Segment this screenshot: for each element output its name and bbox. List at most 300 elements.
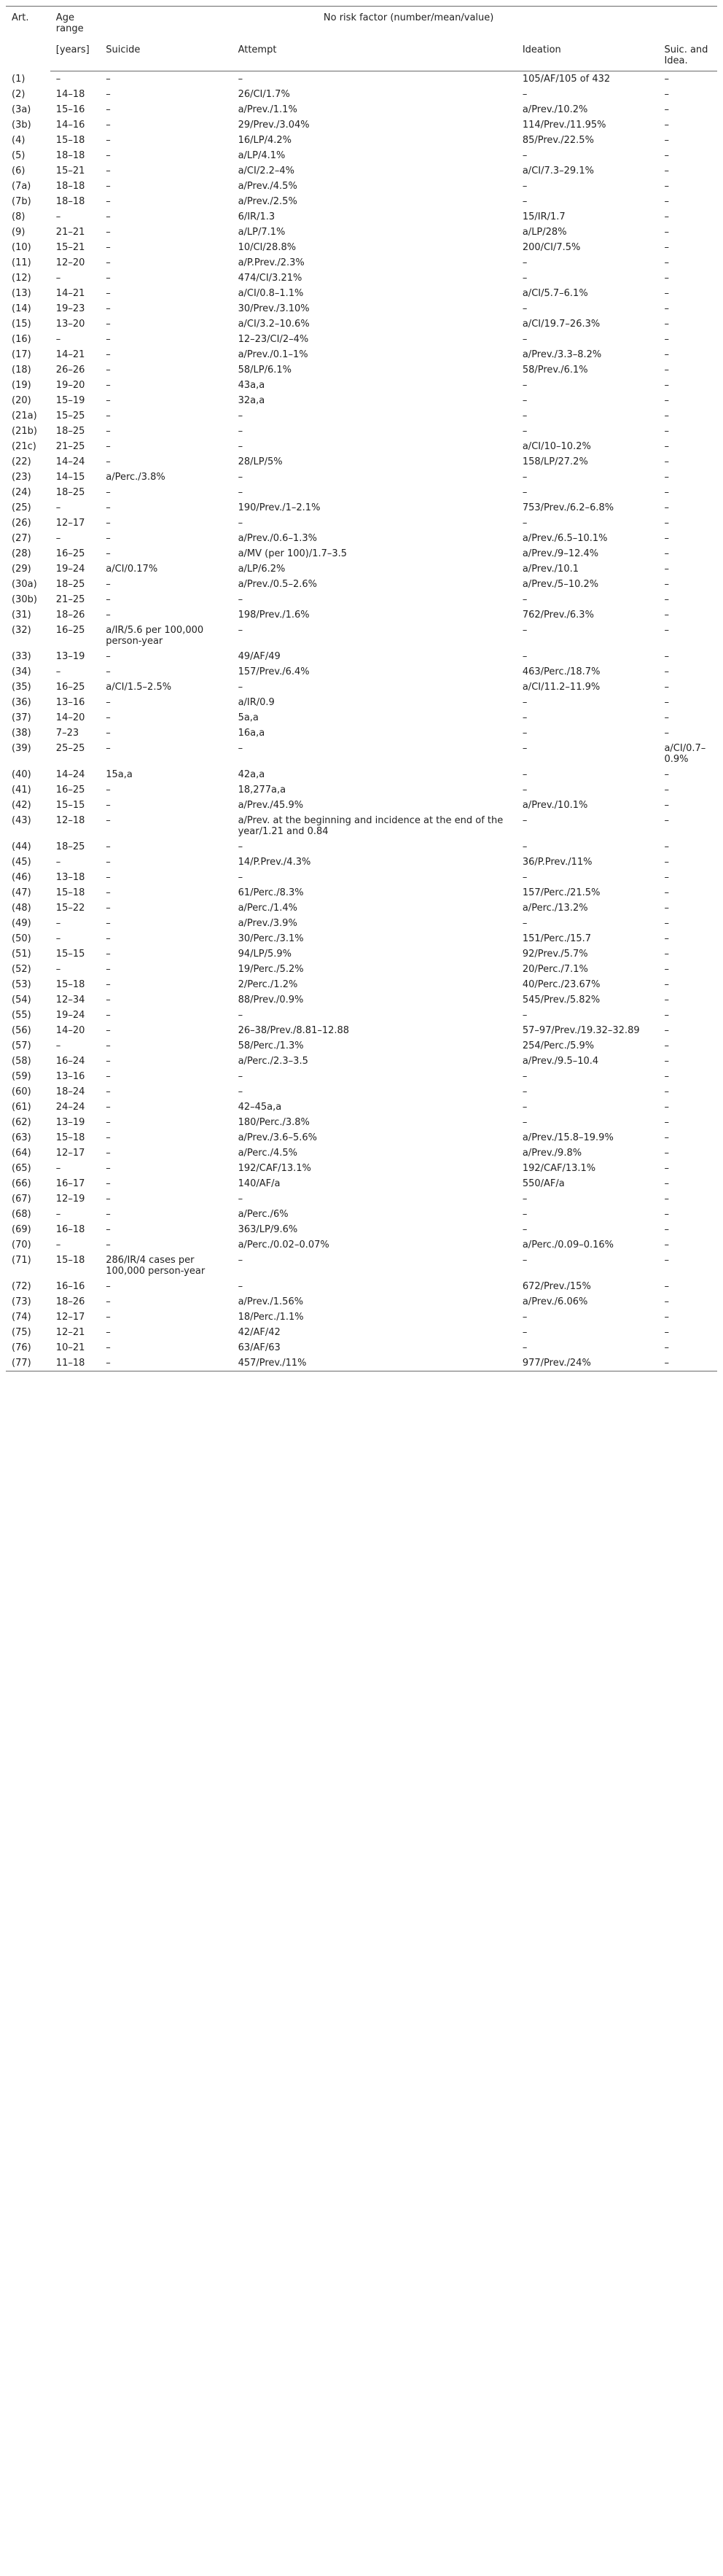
cell-suic-idea: – — [664, 502, 669, 513]
cell-age-range: 16–24 — [55, 1056, 85, 1067]
table-row — [6, 813, 717, 839]
cell-age-range: 18–18 — [55, 181, 85, 192]
cell-ideation: 192/CAF/13.1% — [522, 1163, 596, 1174]
table-row — [6, 194, 717, 209]
table-row — [6, 240, 717, 255]
cell-attempt: a/Prev./4.5% — [238, 181, 297, 192]
cell-attempt: a/Prev./0.6–1.3% — [238, 533, 317, 544]
cell-suic-idea: – — [664, 349, 669, 360]
cell-age-range: 14–18 — [55, 89, 85, 100]
cell-ideation: a/Perc./0.09–0.16% — [522, 1240, 614, 1250]
cell-art: (17) — [12, 349, 31, 360]
cell-suic-idea: – — [658, 1355, 717, 1371]
cell-ideation: – — [522, 1209, 528, 1220]
cell-ideation: – — [522, 872, 528, 883]
cell-age-range: 19–23 — [55, 303, 85, 314]
cell-art: (10) — [12, 242, 31, 253]
cell-suicide: – — [106, 1194, 111, 1205]
cell-ideation: – — [522, 487, 528, 498]
cell-age-range: – — [55, 1240, 61, 1250]
cell-ideation: 463/Perc./18.7% — [522, 666, 601, 677]
cell-age-range: 12–34 — [55, 995, 85, 1005]
cell-attempt: – — [238, 872, 243, 883]
table-row — [6, 900, 717, 916]
cell-age-range: 14–15 — [55, 472, 85, 483]
cell-age-range: 12–17 — [55, 1312, 85, 1323]
cell-ideation: 545/Prev./5.82% — [522, 995, 601, 1005]
cell-ideation: a/Prev./10.2% — [522, 104, 588, 115]
cell-age-range: 16–25 — [55, 682, 85, 693]
cell-art: (45) — [12, 857, 31, 868]
table-row — [6, 1038, 717, 1054]
table-row — [6, 710, 717, 725]
cell-age-range: 18–25 — [55, 841, 85, 852]
cell-art: (63) — [12, 1132, 31, 1143]
cell-art: (74) — [12, 1312, 31, 1323]
cell-age-range: – — [55, 857, 61, 868]
cell-attempt: 58/LP/6.1% — [238, 365, 292, 375]
cell-ideation: – — [522, 196, 528, 207]
table-row — [6, 102, 717, 117]
table-row — [6, 454, 717, 470]
cell-age-range: 15–16 — [55, 104, 85, 115]
cell-ideation: 200/CI/7.5% — [522, 242, 581, 253]
cell-suicide: – — [106, 104, 111, 115]
cell-suicide: – — [106, 785, 111, 795]
cell-art: (9) — [12, 227, 26, 238]
cell-ideation: – — [522, 728, 528, 739]
cell-age-range: 15–15 — [55, 800, 85, 811]
cell-age-range: 15–18 — [55, 887, 85, 898]
cell-art: (44) — [12, 841, 31, 852]
cell-age-range: 12–17 — [55, 1148, 85, 1159]
table-row — [6, 347, 717, 362]
cell-ideation: – — [522, 1010, 528, 1021]
cell-ideation: – — [522, 181, 528, 192]
cell-suicide: – — [106, 502, 111, 513]
cell-suic-idea: – — [664, 166, 669, 176]
cell-suicide: – — [106, 150, 111, 161]
cell-suicide: – — [106, 949, 111, 960]
cell-attempt: 43a,a — [238, 380, 265, 391]
cell-art: (24) — [12, 487, 31, 498]
cell-attempt: – — [238, 1255, 243, 1266]
cell-suic-idea: – — [664, 1342, 669, 1353]
cell-suicide: – — [106, 518, 111, 529]
table-row — [6, 946, 717, 962]
cell-attempt: 49/AF/49 — [238, 651, 281, 662]
cell-suicide: – — [106, 1312, 111, 1323]
cell-attempt: a/Prev./1.1% — [238, 104, 297, 115]
cell-ideation: 157/Perc./21.5% — [522, 887, 601, 898]
cell-art: (77) — [6, 1355, 50, 1371]
cell-ideation: 158/LP/27.2% — [522, 456, 588, 467]
cell-attempt: 94/LP/5.9% — [238, 949, 292, 960]
table-row — [6, 1069, 717, 1084]
cell-suicide: – — [106, 1102, 111, 1113]
table-row — [6, 725, 717, 741]
table-row — [6, 592, 717, 607]
cell-attempt: 18/Perc./1.1% — [238, 1312, 304, 1323]
cell-age-range: 19–20 — [55, 380, 85, 391]
cell-suicide: – — [106, 487, 111, 498]
cell-attempt: a/CI/3.2–10.6% — [238, 319, 310, 330]
cell-suic-idea: – — [664, 242, 669, 253]
cell-ideation: – — [522, 410, 528, 421]
header-group-title: No risk factor (number/mean/value) — [100, 7, 717, 39]
cell-suicide: – — [106, 1296, 111, 1307]
cell-suicide: – — [106, 319, 111, 330]
cell-suic-idea: – — [664, 120, 669, 131]
cell-art: (61) — [12, 1102, 31, 1113]
cell-art: (67) — [12, 1194, 31, 1205]
table-row — [6, 531, 717, 546]
cell-art: (2) — [12, 89, 26, 100]
cell-suicide: – — [106, 181, 111, 192]
cell-attempt: – — [238, 74, 243, 85]
cell-attempt: a/MV (per 100)/1.7–3.5 — [238, 548, 348, 559]
cell-art: (55) — [12, 1010, 31, 1021]
cell-attempt: 6/IR/1.3 — [238, 211, 275, 222]
cell-attempt: 28/LP/5% — [238, 456, 283, 467]
cell-age-range: 12–21 — [55, 1327, 85, 1338]
cell-ideation: 15/IR/1.7 — [522, 211, 566, 222]
cell-attempt: a/Perc./1.4% — [238, 903, 298, 914]
cell-suicide: – — [106, 303, 111, 314]
cell-suicide: – — [106, 995, 111, 1005]
cell-suic-idea: – — [664, 815, 669, 826]
cell-suicide: – — [106, 1071, 111, 1082]
cell-age-range: 15–21 — [55, 242, 85, 253]
cell-suic-idea: – — [664, 273, 669, 284]
table-row — [6, 485, 717, 500]
cell-ideation: a/Prev./15.8–19.9% — [522, 1132, 614, 1143]
cell-attempt: 10/CI/28.8% — [238, 242, 297, 253]
cell-suic-idea: – — [664, 1224, 669, 1235]
cell-suic-idea: – — [664, 548, 669, 559]
table-row — [6, 561, 717, 577]
cell-art: (27) — [12, 533, 31, 544]
table-row — [6, 1130, 717, 1145]
table-row — [6, 1054, 717, 1069]
cell-ideation: 105/AF/105 of 432 — [522, 74, 611, 85]
cell-attempt: 61/Perc./8.3% — [238, 887, 304, 898]
cell-suic-idea: – — [664, 441, 669, 452]
cell-attempt: – — [238, 518, 243, 529]
cell-suic-idea: – — [664, 533, 669, 544]
cell-suicide: 286/IR/4 cases per 100,000 person-year — [106, 1255, 206, 1277]
cell-age-range: 12–20 — [55, 257, 85, 268]
cell-age-range: 18–26 — [55, 1296, 85, 1307]
cell-suic-idea: – — [664, 728, 669, 739]
header-ideation: Ideation — [517, 39, 659, 71]
cell-suicide: – — [106, 728, 111, 739]
cell-attempt: a/Prev./2.5% — [238, 196, 297, 207]
header-attempt: Attempt — [232, 39, 517, 71]
cell-suicide: – — [106, 395, 111, 406]
cell-ideation: a/LP/28% — [522, 227, 567, 238]
table-row — [6, 649, 717, 664]
table-row — [6, 1294, 717, 1310]
cell-ideation: – — [522, 1117, 528, 1128]
cell-age-range: 15–18 — [55, 1255, 85, 1266]
cell-age-range: 14–16 — [55, 120, 85, 131]
table-row — [6, 332, 717, 347]
cell-age-range: 25–25 — [55, 743, 85, 754]
cell-attempt: 140/AF/a — [238, 1178, 281, 1189]
cell-age-range: 26–26 — [55, 365, 85, 375]
cell-age-range: 18–25 — [55, 487, 85, 498]
table-row — [6, 286, 717, 301]
cell-art: (31) — [12, 610, 31, 620]
cell-suic-idea: – — [664, 697, 669, 708]
table-row — [6, 839, 717, 855]
cell-ideation: 753/Prev./6.2–6.8% — [522, 502, 614, 513]
cell-suic-idea: – — [664, 841, 669, 852]
cell-ideation: – — [522, 395, 528, 406]
cell-suicide: – — [106, 887, 111, 898]
cell-attempt: a/Perc./6% — [238, 1209, 289, 1220]
cell-art: (54) — [12, 995, 31, 1005]
cell-ideation: a/Prev./10.1 — [522, 564, 579, 575]
cell-suic-idea: – — [664, 949, 669, 960]
cell-suic-idea: – — [664, 800, 669, 811]
cell-art: (33) — [12, 651, 31, 662]
cell-attempt: 12–23/CI/2–4% — [238, 334, 309, 345]
cell-ideation: a/Prev./9.5–10.4 — [522, 1056, 599, 1067]
cell-suicide: – — [106, 533, 111, 544]
cell-age-range: 18–25 — [55, 426, 85, 437]
cell-suicide: 15a,a — [106, 769, 133, 780]
cell-suic-idea: – — [664, 135, 669, 146]
table-row — [6, 855, 717, 870]
cell-age-range: 21–21 — [55, 227, 85, 238]
cell-suic-idea: – — [664, 303, 669, 314]
table-row — [6, 992, 717, 1008]
cell-ideation: a/CI/7.3–29.1% — [522, 166, 594, 176]
cell-suicide: – — [106, 349, 111, 360]
cell-attempt: a/P.Prev./2.3% — [238, 257, 305, 268]
cell-ideation: – — [522, 651, 528, 662]
cell-suicide: – — [106, 74, 111, 85]
cell-age-range: 15–22 — [55, 903, 85, 914]
cell-suic-idea: – — [664, 1178, 669, 1189]
cell-attempt: a/Perc./2.3–3.5 — [238, 1056, 308, 1067]
table-row — [6, 71, 717, 87]
cell-age-range: 16–25 — [55, 785, 85, 795]
cell-suic-idea: – — [664, 196, 669, 207]
cell-attempt: a/Prev./0.5–2.6% — [238, 579, 317, 590]
cell-suicide: – — [106, 666, 111, 677]
cell-suic-idea: – — [664, 1086, 669, 1097]
cell-ideation: – — [522, 257, 528, 268]
cell-art: (3a) — [12, 104, 31, 115]
cell-suic-idea: – — [664, 89, 669, 100]
table-row — [6, 1310, 717, 1325]
cell-suicide: – — [106, 579, 111, 590]
cell-suic-idea: – — [664, 1296, 669, 1307]
cell-suic-idea: – — [664, 1209, 669, 1220]
cell-suicide: – — [106, 227, 111, 238]
cell-suicide: – — [106, 135, 111, 146]
cell-suic-idea: – — [664, 227, 669, 238]
cell-suicide: – — [106, 594, 111, 605]
cell-attempt: – — [238, 682, 243, 693]
cell-attempt: a/Prev./45.9% — [238, 800, 304, 811]
cell-ideation: a/CI/19.7–26.3% — [522, 319, 601, 330]
cell-ideation: a/Prev./9.8% — [522, 1148, 582, 1159]
cell-attempt: a/Perc./4.5% — [238, 1148, 298, 1159]
cell-ideation: – — [522, 1255, 528, 1266]
table-row — [6, 470, 717, 485]
cell-suic-idea: – — [664, 995, 669, 1005]
cell-attempt: a/LP/6.2% — [238, 564, 286, 575]
cell-suic-idea: – — [664, 887, 669, 898]
table-row — [6, 607, 717, 623]
cell-suic-idea: – — [664, 1194, 669, 1205]
cell-attempt: – — [238, 1071, 243, 1082]
cell-suic-idea: – — [664, 104, 669, 115]
cell-art: (11) — [12, 257, 31, 268]
cell-suic-idea: – — [664, 1102, 669, 1113]
cell-art: (12) — [12, 273, 31, 284]
cell-art: (65) — [12, 1163, 31, 1174]
cell-ideation: – — [522, 918, 528, 929]
table-row — [6, 362, 717, 378]
cell-attempt: 16a,a — [238, 728, 265, 739]
cell-age-range: 14–21 — [55, 349, 85, 360]
table-row — [6, 1191, 717, 1207]
cell-age-range: 18–18 — [55, 196, 85, 207]
cell-art: (22) — [12, 456, 31, 467]
cell-art: (4) — [12, 135, 26, 146]
cell-suicide: – — [106, 196, 111, 207]
cell-attempt: 42–45a,a — [238, 1102, 282, 1113]
table-row — [6, 885, 717, 900]
cell-age-range: – — [55, 334, 61, 345]
table-row — [6, 931, 717, 946]
cell-suic-idea: – — [664, 150, 669, 161]
cell-ideation: a/Prev./6.06% — [522, 1296, 588, 1307]
cell-suic-idea: – — [664, 181, 669, 192]
cell-ideation: – — [522, 518, 528, 529]
table-row — [6, 301, 717, 316]
cell-suicide: – — [106, 1240, 111, 1250]
cell-attempt: – — [238, 472, 243, 483]
cell-suic-idea: – — [664, 518, 669, 529]
cell-age-range: 18–25 — [55, 579, 85, 590]
cell-attempt: 457/Prev./11% — [232, 1355, 517, 1371]
cell-attempt: 42/AF/42 — [238, 1327, 281, 1338]
cell-suicide: – — [106, 933, 111, 944]
cell-attempt: a/IR/0.9 — [238, 697, 275, 708]
cell-age-range: 15–18 — [55, 135, 85, 146]
cell-art: (29) — [12, 564, 31, 575]
cell-suicide: – — [106, 365, 111, 375]
cell-attempt: 190/Prev./1–2.1% — [238, 502, 321, 513]
cell-age-range: 13–19 — [55, 651, 85, 662]
cell-attempt: 29/Prev./3.04% — [238, 120, 310, 131]
header-age-range: Age range — [50, 7, 100, 39]
cell-attempt: – — [238, 1281, 243, 1292]
cell-attempt: 180/Perc./3.8% — [238, 1117, 310, 1128]
table-row — [6, 1279, 717, 1294]
cell-attempt: – — [238, 1194, 243, 1205]
cell-suicide: – — [106, 857, 111, 868]
cell-attempt: – — [238, 1010, 243, 1021]
cell-suic-idea: – — [664, 1327, 669, 1338]
cell-art: (6) — [12, 166, 26, 176]
cell-art: (39) — [12, 743, 31, 754]
table-row — [6, 680, 717, 695]
table-row — [6, 87, 717, 102]
cell-attempt: a/Prev./3.6–5.6% — [238, 1132, 317, 1143]
cell-art: (48) — [12, 903, 31, 914]
table-row — [6, 1222, 717, 1237]
cell-suicide: a/IR/5.6 per 100,000 person-year — [106, 625, 204, 647]
cell-ideation: 114/Prev./11.95% — [522, 120, 606, 131]
cell-suicide: – — [106, 903, 111, 914]
table-row — [6, 393, 717, 408]
cell-age-range: 19–24 — [55, 1010, 85, 1021]
cell-age-range: 24–24 — [55, 1102, 85, 1113]
cell-suicide: – — [106, 872, 111, 883]
cell-art: (26) — [12, 518, 31, 529]
cell-suicide: – — [106, 257, 111, 268]
cell-ideation: – — [522, 1312, 528, 1323]
header-suicide: Suicide — [100, 39, 232, 71]
cell-ideation: a/CI/10–10.2% — [522, 441, 591, 452]
cell-age-range: 13–16 — [55, 697, 85, 708]
table-row — [6, 255, 717, 271]
cell-age-range: – — [55, 1163, 61, 1174]
cell-suic-idea: – — [664, 1148, 669, 1159]
cell-suic-idea: – — [664, 395, 669, 406]
cell-attempt: 2/Perc./1.2% — [238, 979, 298, 990]
table-row — [6, 1340, 717, 1355]
cell-suic-idea: – — [664, 625, 669, 636]
cell-age-range: 14–20 — [55, 712, 85, 723]
table-row — [6, 439, 717, 454]
cell-age-range: 16–25 — [55, 548, 85, 559]
table-row — [6, 1237, 717, 1253]
cell-ideation: – — [522, 712, 528, 723]
cell-suic-idea: – — [664, 487, 669, 498]
cell-ideation: 92/Prev./5.7% — [522, 949, 588, 960]
table-row — [6, 798, 717, 813]
cell-suicide: – — [106, 441, 111, 452]
cell-suic-idea: – — [664, 712, 669, 723]
cell-ideation: a/CI/5.7–6.1% — [522, 288, 588, 299]
cell-ideation: 762/Prev./6.3% — [522, 610, 594, 620]
table-row — [6, 225, 717, 240]
cell-art: (47) — [12, 887, 31, 898]
cell-ideation: – — [522, 273, 528, 284]
cell-suicide: – — [106, 1117, 111, 1128]
cell-attempt: 26–38/Prev./8.81–12.88 — [238, 1025, 350, 1036]
cell-age-range: 15–18 — [55, 1132, 85, 1143]
cell-age-range: 14–24 — [55, 769, 85, 780]
cell-art: (66) — [12, 1178, 31, 1189]
cell-attempt: a/Prev. at the beginning and incidence at the end of the year/1.21 and 0.84 — [238, 815, 504, 837]
table-row — [6, 1023, 717, 1038]
cell-suicide: – — [106, 800, 111, 811]
cell-attempt: 5a,a — [238, 712, 259, 723]
cell-art: (36) — [12, 697, 31, 708]
cell-art: (3b) — [12, 120, 31, 131]
cell-ideation: – — [522, 815, 528, 826]
cell-suic-idea: – — [664, 1040, 669, 1051]
